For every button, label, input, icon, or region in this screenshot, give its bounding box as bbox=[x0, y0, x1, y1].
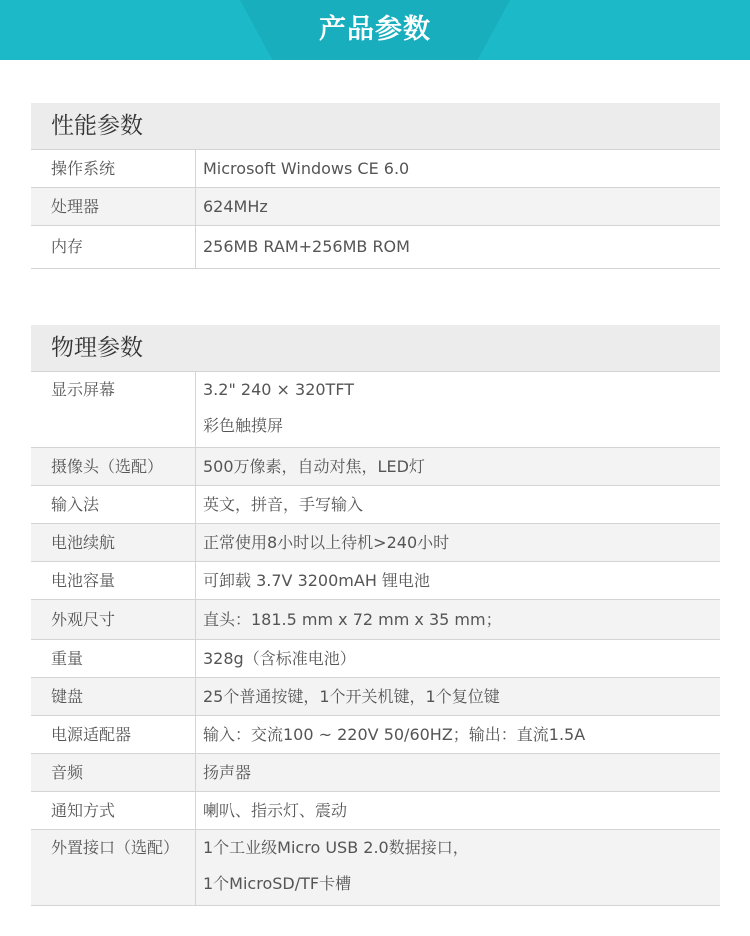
section-performance bbox=[31, 103, 720, 269]
spec-value-line: 328g（含标准电池） bbox=[203, 649, 356, 668]
spec-label: 显示屏幕 bbox=[31, 372, 196, 447]
spec-value-line: 3.2" 240 × 320TFT bbox=[203, 380, 355, 399]
spec-value-line: 彩色触摸屏 bbox=[203, 416, 284, 435]
spec-row bbox=[31, 150, 720, 188]
spec-row bbox=[31, 372, 720, 448]
spec-value bbox=[196, 486, 720, 523]
spec-value bbox=[196, 640, 720, 677]
spec-label: 电源适配器 bbox=[31, 716, 196, 753]
spec-value bbox=[196, 792, 720, 829]
spec-label: 重量 bbox=[31, 640, 196, 677]
spec-value-line: 正常使用8小时以上待机>240小时 bbox=[203, 533, 450, 552]
section-title: 性能参数 bbox=[31, 103, 720, 150]
spec-value-line: 624MHz bbox=[203, 197, 268, 216]
spec-label: 外观尺寸 bbox=[31, 600, 196, 639]
spec-value-line: 可卸载 3.7V 3200mAH 锂电池 bbox=[203, 571, 430, 590]
spec-value bbox=[196, 600, 720, 639]
spec-value-line: 英文，拼音，手写输入 bbox=[203, 495, 364, 514]
spec-label: 处理器 bbox=[31, 188, 196, 225]
spec-value bbox=[196, 372, 720, 447]
spec-row bbox=[31, 524, 720, 562]
spec-label: 音频 bbox=[31, 754, 196, 791]
spec-value bbox=[196, 150, 720, 187]
spec-row bbox=[31, 448, 720, 486]
spec-value bbox=[196, 716, 720, 753]
spec-label: 通知方式 bbox=[31, 792, 196, 829]
spec-value-line: 1个工业级Micro USB 2.0数据接口， bbox=[203, 838, 469, 857]
spec-value-line: 500万像素，自动对焦，LED灯 bbox=[203, 457, 425, 476]
spec-label: 电池续航 bbox=[31, 524, 196, 561]
spec-value-line: 直头：181.5 mm x 72 mm x 35 mm； bbox=[203, 610, 502, 629]
spec-label: 键盘 bbox=[31, 678, 196, 715]
header-banner bbox=[0, 0, 750, 60]
spec-value bbox=[196, 754, 720, 791]
spec-row bbox=[31, 188, 720, 226]
spec-label: 内存 bbox=[31, 226, 196, 268]
spec-value-line: 256MB RAM+256MB ROM bbox=[203, 237, 410, 256]
spec-value-line: 输入：交流100 ~ 220V 50/60HZ；输出：直流1.5A bbox=[203, 725, 586, 744]
spec-label: 输入法 bbox=[31, 486, 196, 523]
spec-value-line: 25个普通按键，1个开关机键，1个复位键 bbox=[203, 687, 500, 706]
spec-label: 操作系统 bbox=[31, 150, 196, 187]
spec-value bbox=[196, 562, 720, 599]
spec-row bbox=[31, 678, 720, 716]
spec-row bbox=[31, 600, 720, 640]
section-physical bbox=[31, 325, 720, 906]
spec-row bbox=[31, 754, 720, 792]
page-title: 产品参数 bbox=[319, 14, 431, 45]
spec-row bbox=[31, 486, 720, 524]
spec-label: 外置接口（选配） bbox=[31, 830, 196, 905]
spec-row bbox=[31, 226, 720, 269]
spec-value bbox=[196, 188, 720, 225]
spec-value bbox=[196, 830, 720, 905]
spec-row bbox=[31, 716, 720, 754]
section-title: 物理参数 bbox=[31, 325, 720, 372]
spec-value bbox=[196, 226, 720, 268]
spec-value bbox=[196, 448, 720, 485]
spec-label: 摄像头（选配） bbox=[31, 448, 196, 485]
spec-value bbox=[196, 678, 720, 715]
spec-row bbox=[31, 562, 720, 600]
spec-value-line: 1个MicroSD/TF卡槽 bbox=[203, 874, 352, 893]
spec-value-line: 喇叭、指示灯、震动 bbox=[203, 801, 348, 820]
spec-row bbox=[31, 830, 720, 906]
spec-row bbox=[31, 792, 720, 830]
spec-row bbox=[31, 640, 720, 678]
spec-value-line: Microsoft Windows CE 6.0 bbox=[203, 159, 410, 178]
spec-value bbox=[196, 524, 720, 561]
spec-label: 电池容量 bbox=[31, 562, 196, 599]
spec-value-line: 扬声器 bbox=[203, 763, 252, 782]
